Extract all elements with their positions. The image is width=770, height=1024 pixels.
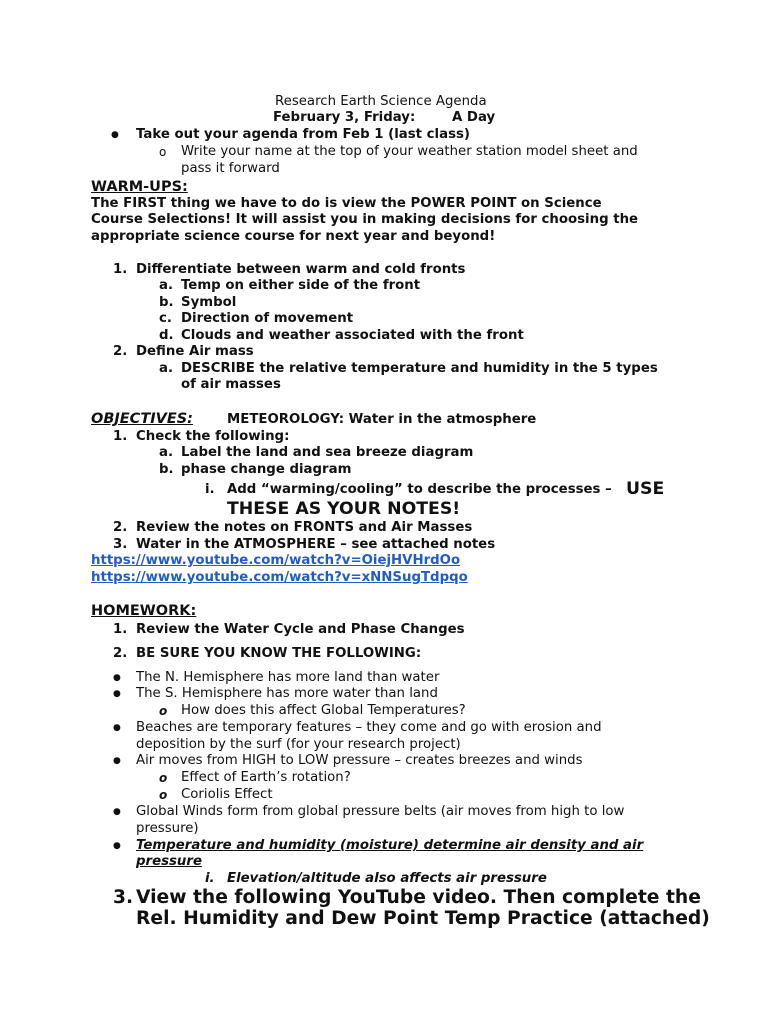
homework-subbullet: How does this affect Global Temperatures?	[181, 703, 466, 718]
list-number: 2.	[113, 646, 128, 661]
objectives-item: Check the following:	[136, 429, 290, 444]
list-number: 1.	[113, 429, 128, 444]
objectives-heading: OBJECTIVES:	[91, 411, 193, 427]
list-number: 2.	[113, 520, 128, 535]
homework-item-line2: Rel. Humidity and Dew Point Temp Practice (attached)	[136, 908, 710, 929]
list-letter: a.	[159, 361, 174, 376]
list-letter: b.	[159, 295, 174, 310]
objectives-subitem: Label the land and sea breeze diagram	[181, 445, 474, 460]
list-number: 1.	[113, 262, 128, 277]
youtube-link-2[interactable]: https://www.youtube.com/watch?v=xNNSugTdpqo	[91, 570, 468, 585]
objectives-use-label: USE	[626, 479, 665, 499]
agenda-date: February 3, Friday:	[273, 110, 416, 125]
intro-item: Take out your agenda from Feb 1 (last class)	[136, 127, 470, 142]
homework-bullet-line1: Beaches are temporary features – they come and go with erosion and	[136, 720, 602, 735]
homework-subbullet: Effect of Earth’s rotation?	[181, 770, 351, 785]
circle-bullet-icon: o	[159, 145, 167, 159]
warmups-subitem: Clouds and weather associated with the front	[181, 328, 524, 343]
list-letter: c.	[159, 311, 172, 326]
objectives-notes-label: THESE AS YOUR NOTES!	[227, 499, 461, 519]
list-roman: i.	[205, 482, 215, 497]
bullet-icon: ●	[113, 807, 121, 817]
list-letter: a.	[159, 445, 174, 460]
list-number: 2.	[113, 344, 128, 359]
bullet-icon: ●	[113, 723, 121, 733]
homework-bullet-line1: Temperature and humidity (moisture) determine air density and air	[136, 838, 644, 853]
bullet-icon: ●	[113, 673, 121, 683]
warmups-paragraph-line3: appropriate science course for next year and beyond!	[91, 229, 496, 244]
homework-heading: HOMEWORK:	[91, 603, 197, 619]
bullet-icon: ●	[113, 756, 121, 766]
intro-subitem-line1: Write your name at the top of your weather station model sheet and	[181, 144, 638, 159]
homework-bullet-line2: pressure	[136, 854, 202, 869]
bullet-icon: ●	[111, 130, 119, 140]
homework-bullet-line2: deposition by the surf (for your research project)	[136, 737, 461, 752]
list-letter: a.	[159, 278, 174, 293]
list-letter: d.	[159, 328, 174, 343]
homework-subbullet: Coriolis Effect	[181, 787, 273, 802]
homework-subsubitem: Elevation/altitude also affects air pressure	[227, 871, 547, 886]
objectives-item: Review the notes on FRONTS and Air Masses	[136, 520, 473, 535]
homework-bullet-line2: pressure)	[136, 821, 199, 836]
document-title: Research Earth Science Agenda	[275, 94, 487, 109]
list-number: 1.	[113, 622, 128, 637]
homework-bullet-line1: Global Winds form from global pressure belts (air moves from high to low	[136, 804, 625, 819]
warmups-subitem-line2: of air masses	[181, 377, 281, 392]
youtube-link-1[interactable]: https://www.youtube.com/watch?v=OiejHVHrdOo	[91, 553, 461, 568]
bullet-icon: ●	[113, 841, 121, 851]
list-number: 3.	[113, 887, 134, 908]
homework-item-line1: View the following YouTube video. Then complete the	[136, 887, 701, 908]
objectives-topic: METEOROLOGY: Water in the atmosphere	[227, 412, 537, 427]
list-number: 3.	[113, 537, 128, 552]
intro-subitem-line2: pass it forward	[181, 161, 280, 176]
homework-item: BE SURE YOU KNOW THE FOLLOWING:	[136, 646, 422, 661]
warmups-subitem: Symbol	[181, 295, 237, 310]
warmups-heading: WARM-UPS:	[91, 179, 188, 195]
warmups-item: Differentiate between warm and cold fronts	[136, 262, 466, 277]
homework-bullet: The S. Hemisphere has more water than land	[136, 686, 438, 701]
warmups-item: Define Air mass	[136, 344, 254, 359]
objectives-subsubitem: Add “warming/cooling” to describe the processes –	[227, 482, 612, 497]
list-letter: b.	[159, 462, 174, 477]
warmups-subitem: Temp on either side of the front	[181, 278, 421, 293]
circle-bullet-icon: o	[159, 788, 168, 802]
warmups-paragraph-line1: The FIRST thing we have to do is view the POWER POINT on Science	[91, 196, 602, 211]
homework-item: Review the Water Cycle and Phase Changes	[136, 622, 465, 637]
list-roman: i.	[205, 871, 215, 886]
objectives-item: Water in the ATMOSPHERE – see attached notes	[136, 537, 496, 552]
bullet-icon: ●	[113, 689, 121, 699]
warmups-subitem-line1: DESCRIBE the relative temperature and humidity in the 5 types	[181, 361, 658, 376]
homework-bullet: Air moves from HIGH to LOW pressure – creates breezes and winds	[136, 753, 583, 768]
homework-bullet: The N. Hemisphere has more land than water	[136, 670, 440, 685]
circle-bullet-icon: o	[159, 771, 168, 785]
warmups-paragraph-line2: Course Selections! It will assist you in making decisions for choosing the	[91, 212, 639, 227]
objectives-subitem: phase change diagram	[181, 462, 352, 477]
agenda-day: A Day	[452, 110, 496, 125]
circle-bullet-icon: o	[159, 704, 168, 718]
warmups-subitem: Direction of movement	[181, 311, 354, 326]
